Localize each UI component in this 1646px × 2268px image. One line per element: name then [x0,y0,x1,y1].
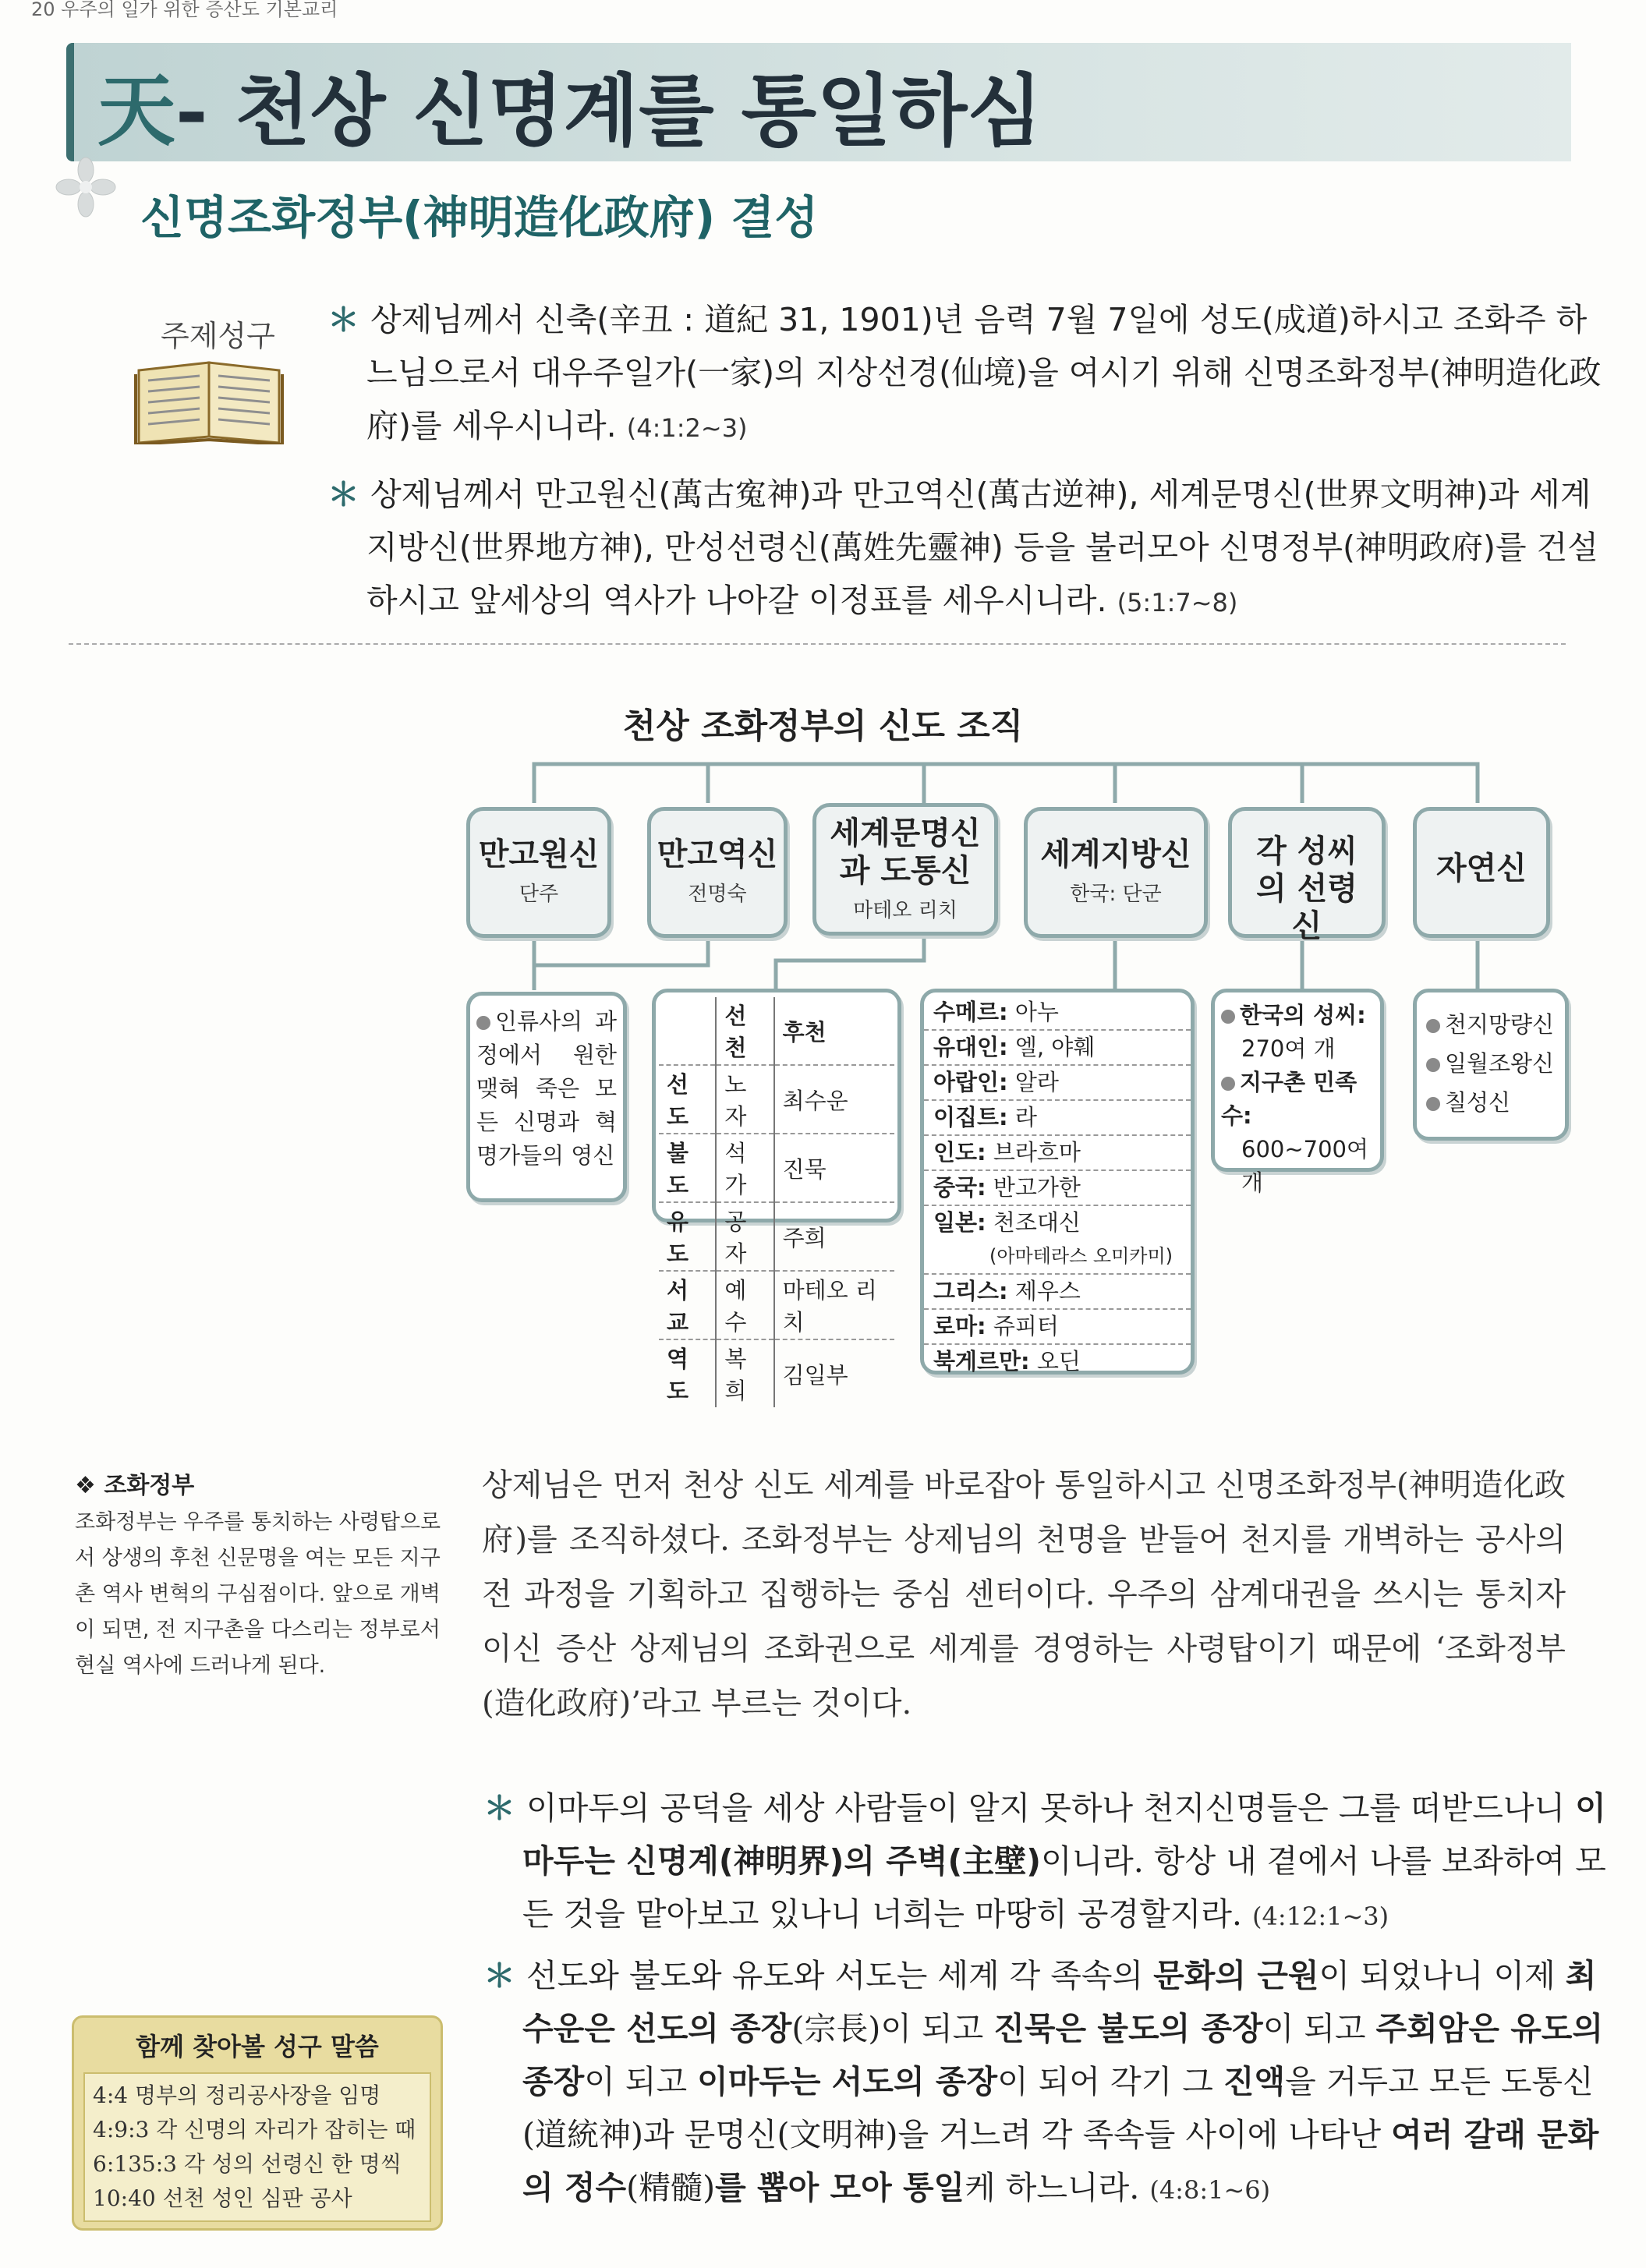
org-box-sub: 단주 [519,883,559,906]
table-cell: 진묵 [774,1134,894,1202]
list-item: 인도: 브라흐마 [924,1136,1191,1171]
jayeonsin-item: 천지망량신 [1445,1011,1555,1038]
org-box-sub: 마테오 리치 [853,899,958,922]
org-box-title: 세계문명신과 도통신 [830,816,981,889]
chapter-char: 天 [97,65,175,157]
table-cell: 역도 [659,1339,716,1407]
related-verse-item: 10:40 선천 성인 심판 공사 [93,2185,352,2211]
table-cell: 최수운 [774,1065,894,1134]
list-item: 유대인: 엘, 야훼 [924,1031,1191,1066]
table-header-cell: 선천 [716,997,773,1065]
asterisk-icon: ＊ [327,301,359,338]
bullet-icon [1426,1058,1440,1072]
table-header-cell: 후천 [774,997,894,1065]
related-verse-item: 4:4 명부의 정리공사장을 임명 [93,2082,381,2108]
seongssi-label-1: 한국의 성씨: [1240,1002,1366,1028]
jayeonsin-item: 칠성신 [1445,1089,1511,1116]
running-head: 20 우주의 일가 위한 증산도 기본교리 [31,0,338,20]
wonsin-detail-text: 인류사의 과정에서 원한 맺혀 죽은 모든 신명과 혁명가들의 영신 [476,1008,617,1169]
seongssi-detail [1211,989,1384,1196]
asterisk-icon: ＊ [327,476,359,513]
table-header-cell [659,997,716,1065]
side-note-heading: ❖ 조화정부 [75,1472,195,1499]
org-box-title: 자연신 [1436,851,1527,886]
table-cell: 주희 [774,1202,894,1271]
org-box-sub: 전명숙 [688,883,747,906]
topic-scripture-label: 주제성구 [161,319,275,353]
table-cell: 김일부 [782,1361,848,1389]
table-row [659,1202,894,1271]
org-box-title: 만고역신 [657,837,778,872]
jayeonsin-detail [1413,989,1569,1141]
bullet-icon [1426,1019,1440,1033]
list-item: 북게르만: 오딘 [933,1348,1081,1375]
jibangsin-list-box [920,989,1195,1375]
table-header-row [659,997,894,1065]
table-cell: 선도 [659,1065,716,1134]
list-item: 수메르: 아누 [924,996,1191,1031]
org-box-munmyeongsin [812,803,998,936]
bullet-icon [1221,1010,1235,1024]
list-item: 아랍인: 알라 [924,1066,1191,1101]
org-box-title: 세계지방신 [1040,837,1191,872]
scripture-3-ref: (4:12:1~3) [1252,1902,1389,1931]
table-cell: 불도 [659,1134,716,1202]
org-chart-title: 천상 조화정부의 신도 조직 [622,706,1024,746]
bullet-icon [1221,1077,1235,1091]
org-box-seonryeongsin [1228,807,1386,944]
table-cell: 예수 [716,1271,773,1339]
related-verse-item: 6:135:3 각 성의 선령신 한 명씩 [93,2151,402,2177]
list-item: 중국: 반고가한 [924,1171,1191,1206]
list-item: 로마: 쥬피터 [924,1310,1191,1345]
list-item: 일본: 천조대신 [933,1209,1081,1236]
chapter-title-text: - 천상 신명계를 통일하심 [175,65,1042,157]
jayeonsin-item: 일월조왕신 [1445,1050,1555,1077]
org-box-sub: 한국: 단군 [1070,883,1162,906]
table-cell: 유도 [659,1202,716,1271]
table-cell: 석가 [716,1134,773,1202]
related-verse-item: 4:9:3 각 신명의 자리가 잡히는 때 [93,2117,416,2142]
seongssi-value-1: 270여 개 [1241,1035,1336,1062]
bullet-icon [476,1016,490,1030]
seongssi-value-2: 600~700여 개 [1241,1136,1369,1196]
scripture-4-ref: (4:8:1~6) [1149,2175,1271,2205]
list-item: 그리스: 제우스 [924,1275,1191,1310]
seongssi-label-2: 지구촌 민족수: [1221,1069,1358,1129]
scripture-4: ＊ 선도와 불도와 유도와 서도는 세계 각 족속의 문화의 근원이 되었나니 이제 최수운은 선도의 종장(宗長)이 되고 진묵은 불도의 종장이 되고 주회암은 유도의 종장이 되고 이마두는 서도의 종장이 되어 각기 그 진액을 거두고 모든 도통신(道統神)과 문명신(文明神)을 거느려 각 족속들 사이에 나타난 여러 갈래 문화의 정수(精髓)를 뽑아 모아 통일케 하느니라. (4:8:1~6) [483,1957,1604,2206]
section-subtitle: 신명조화정부(神明造化政府) 결성 [140,191,819,244]
table-cell: 공자 [716,1202,773,1271]
list-item: (아마테라스 오미카미) [924,1240,1191,1275]
body-paragraph: 상제님은 먼저 천상 신도 세계를 바로잡아 통일하시고 신명조화정부(神明造化政府)를 조직하셨다. 조화정부는 상제님의 천명을 받들어 천지를 개벽하는 공사의 전 과정을 기획하고 집행하는 중심 센터이다. 우주의 삼계대권을 쓰시는 통치자이신 증산 상제님의 조화권으로 세계를 경영하는 사령탑이기 때문에 ‘조화정부(造化政府)’라고 부르는 것이다. [482,1467,1566,1721]
table-cell: 서교 [659,1271,716,1339]
scripture-1-ref: (4:1:2~3) [626,413,748,443]
side-note-body: 조화정부는 우주를 통치하는 사령탑으로서 상생의 후천 신문명을 여는 모든 지구촌 역사 변혁의 구심점이다. 앞으로 개벽이 되면, 전 지구촌을 다스리는 정부로서 현실 역사에 드러나게 된다. [75,1510,441,1678]
table-row [659,1134,894,1202]
asterisk-icon: ＊ [483,1789,515,1827]
org-box-title: 각 성씨의 선령신 [1256,833,1358,944]
related-verses-title: 함께 찾아볼 성구 말씀 [136,2032,379,2061]
wonsin-detail [466,992,627,1202]
org-box-wonsin [466,807,611,938]
scripture-3: ＊ 이마두의 공덕을 세상 사람들이 알지 못하나 천지신명들은 그를 떠받드나니 이마두는 신명계(神明界)의 주벽(主壁)이니라. 항상 내 곁에서 나를 보좌하여 모든 것을 맡아보고 있나니 너희는 마땅히 공경할지라. (4:12:1~3) [483,1789,1606,1933]
org-box-jayeonsin [1413,807,1550,938]
table-cell: 노자 [716,1065,773,1134]
scripture-1-text: 상제님께서 신축(辛丑 : 道紀 31, 1901)년 음력 7월 7일에 성도(成道)하시고 조화주 하느님으로서 대우주일가(一家)의 지상선경(仙境)을 여시기 위해 신명조화정부(神明造化政府)를 세우시니라. [366,301,1602,444]
org-box-title: 만고원신 [478,837,600,872]
dotong-table-box [652,989,901,1404]
table-row [659,1065,894,1134]
list-item: 이집트: 라 [924,1101,1191,1136]
related-verses-list [83,2072,431,2222]
bullet-icon [1426,1097,1440,1111]
dotong-table [659,997,894,1407]
related-verses-box [72,2015,443,2231]
table-cell: 복희 [716,1339,773,1407]
asterisk-icon: ＊ [483,1957,515,1994]
table-cell: 마테오 리치 [774,1271,894,1339]
table-row [659,1339,894,1407]
org-box-yeoksin [647,807,788,938]
table-row [659,1271,894,1339]
org-box-jibangsin [1024,807,1208,938]
scripture-2-ref: (5:1:7~8) [1117,588,1238,617]
scripture-2-text: 상제님께서 만고원신(萬古寃神)과 만고역신(萬古逆神), 세계문명신(世界文明神)과 세계지방신(世界地方神), 만성선령신(萬姓先靈神) 등을 불러모아 신명정부(神明政府)를 건설하시고 앞세상의 역사가 나아갈 이정표를 세우시니라. [366,476,1598,619]
